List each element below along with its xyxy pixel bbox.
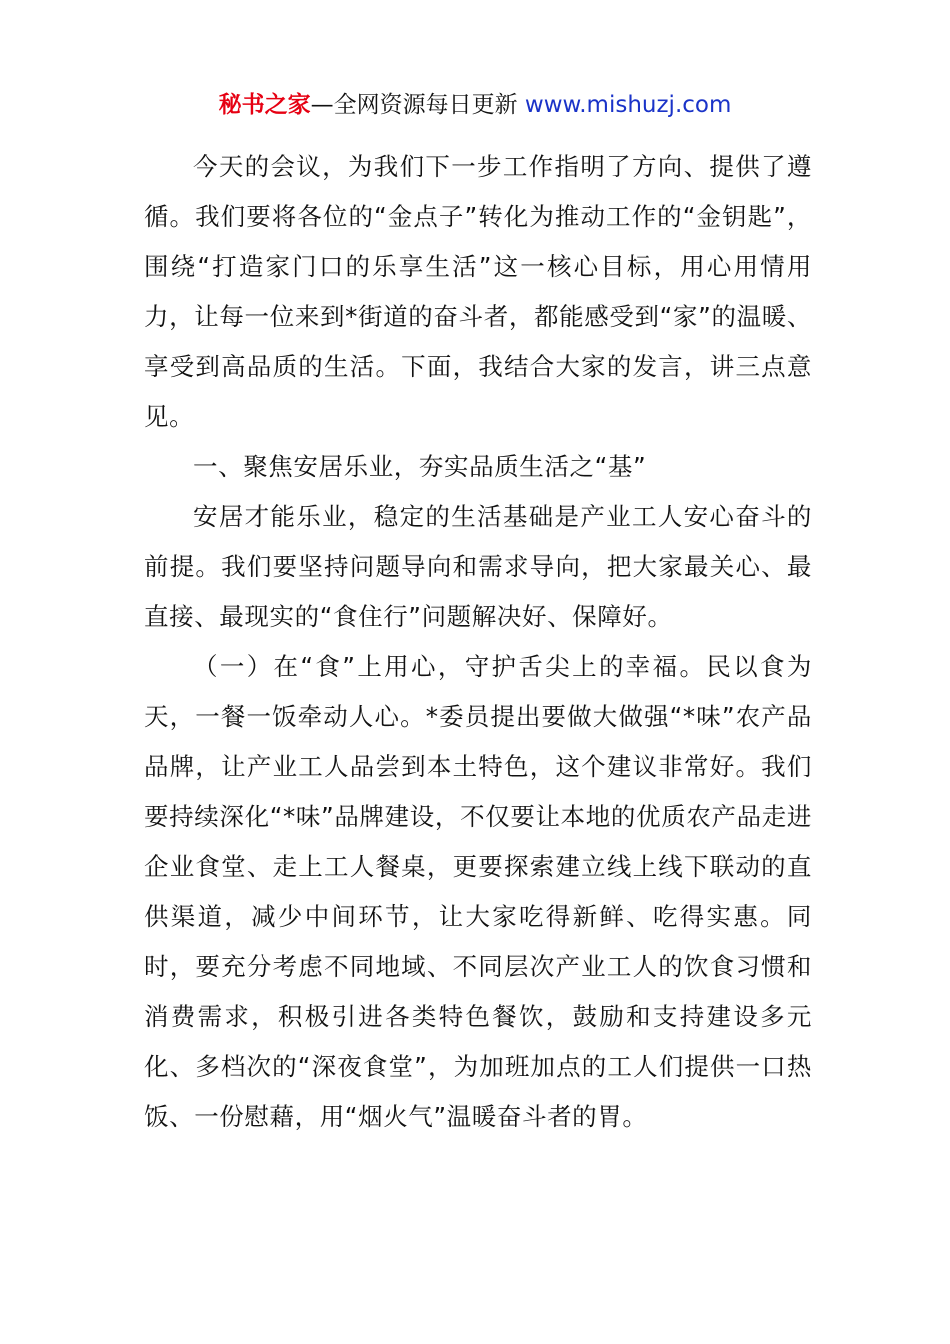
intro-paragraph: 今天的会议，为我们下一步工作指明了方向、提供了遵循。我们要将各位的“金点子”转化为推动工作的“金钥匙”，围绕“打造家门口的乐享生活”这一核心目标，用心用情用力，让每一位来到*街道的奋斗者，都能感受到“家”的温暖、享受到高品质的生活。下面，我结合大家的发言，讲三点意见。 [144,152,812,431]
document-body [144,142,812,1142]
section-paragraph: 安居才能乐业，稳定的生活基础是产业工人安心奋斗的前提。我们要坚持问题导向和需求导向，把大家最关心、最直接、最现实的“食住行”问题解决好、保障好。 [144,502,812,631]
header-tagline: —全网资源每日更新 [310,92,525,118]
site-url[interactable]: www.mishuzj.com [524,92,732,118]
brand-name: 秘书之家 [218,92,311,118]
subsection-paragraph: （一）在“食”上用心，守护舌尖上的幸福。民以食为天，一餐一饭牵动人心。*委员提出要做大做强“*味”农产品品牌，让产业工人品尝到本土特色，这个建议非常好。我们要持续深化“*味”品牌建设，不仅要让本地的优质农产品走进企业食堂、走上工人餐桌，更要探索建立线上线下联动的直供渠道，减少中间环节，让大家吃得新鲜、吃得实惠。同时，要充分考虑不同地域、不同层次产业工人的饮食习惯和消费需求，积极引进各类特色餐饮，鼓励和支持建设多元化、多档次的“深夜食堂”，为加班加点的工人们提供一口热饭、一份慰藉，用“烟火气”温暖奋斗者的胃。 [144,652,812,1131]
section-heading: 一、聚焦安居乐业，夯实品质生活之“基” [193,452,647,481]
page-header [0,88,950,122]
